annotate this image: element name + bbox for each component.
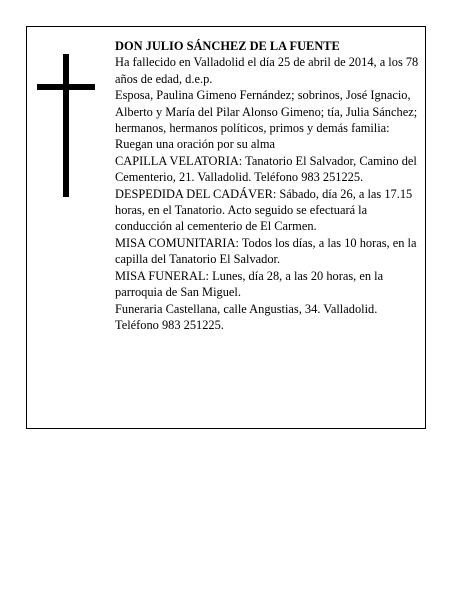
latin-cross-icon <box>37 54 95 197</box>
cross-vertical-bar <box>63 54 69 197</box>
obituary-notice <box>26 26 426 429</box>
cross-horizontal-bar <box>37 84 95 90</box>
wake-chapel-info: CAPILLA VELATORIA: Tanatorio El Salvador, Camino del Cementerio, 21. Valladolid. Teléfono 983 251225. <box>115 153 417 185</box>
funeral-home-info: Funeraria Castellana, calle Angustias, 34. Valladolid. Teléfono 983 251225. <box>115 301 378 332</box>
notice-text <box>115 38 421 333</box>
deceased-name: DON JULIO SÁNCHEZ DE LA FUENTE <box>115 39 340 53</box>
community-mass-info: MISA COMUNITARIA: Todos los días, a las 10 horas, en la capilla del Tanatorio El Salvador. <box>115 235 417 267</box>
funeral-mass-info: MISA FUNERAL: Lunes, día 28, a las 20 horas, en la parroquia de San Miguel. <box>115 268 384 300</box>
death-announcement: Ha fallecido en Valladolid el día 25 de abril de 2014, a los 78 años de edad, d.e.p. <box>115 55 419 86</box>
family-list: Esposa, Paulina Gimeno Fernández; sobrinos, José Ignacio, Alberto y María del Pilar Alonso Gimeno; tía, Julia Sánchez; hermanos, hermanos políticos, primos y demás familia: <box>115 88 418 136</box>
prayer-request: Ruegan una oración por su alma <box>115 137 275 152</box>
farewell-info: DESPEDIDA DEL CADÁVER: Sábado, día 26, a las 17.15 horas, en el Tanatorio. Acto seguido se efectuará la conducción al cementerio de El Carmen. <box>115 186 413 234</box>
